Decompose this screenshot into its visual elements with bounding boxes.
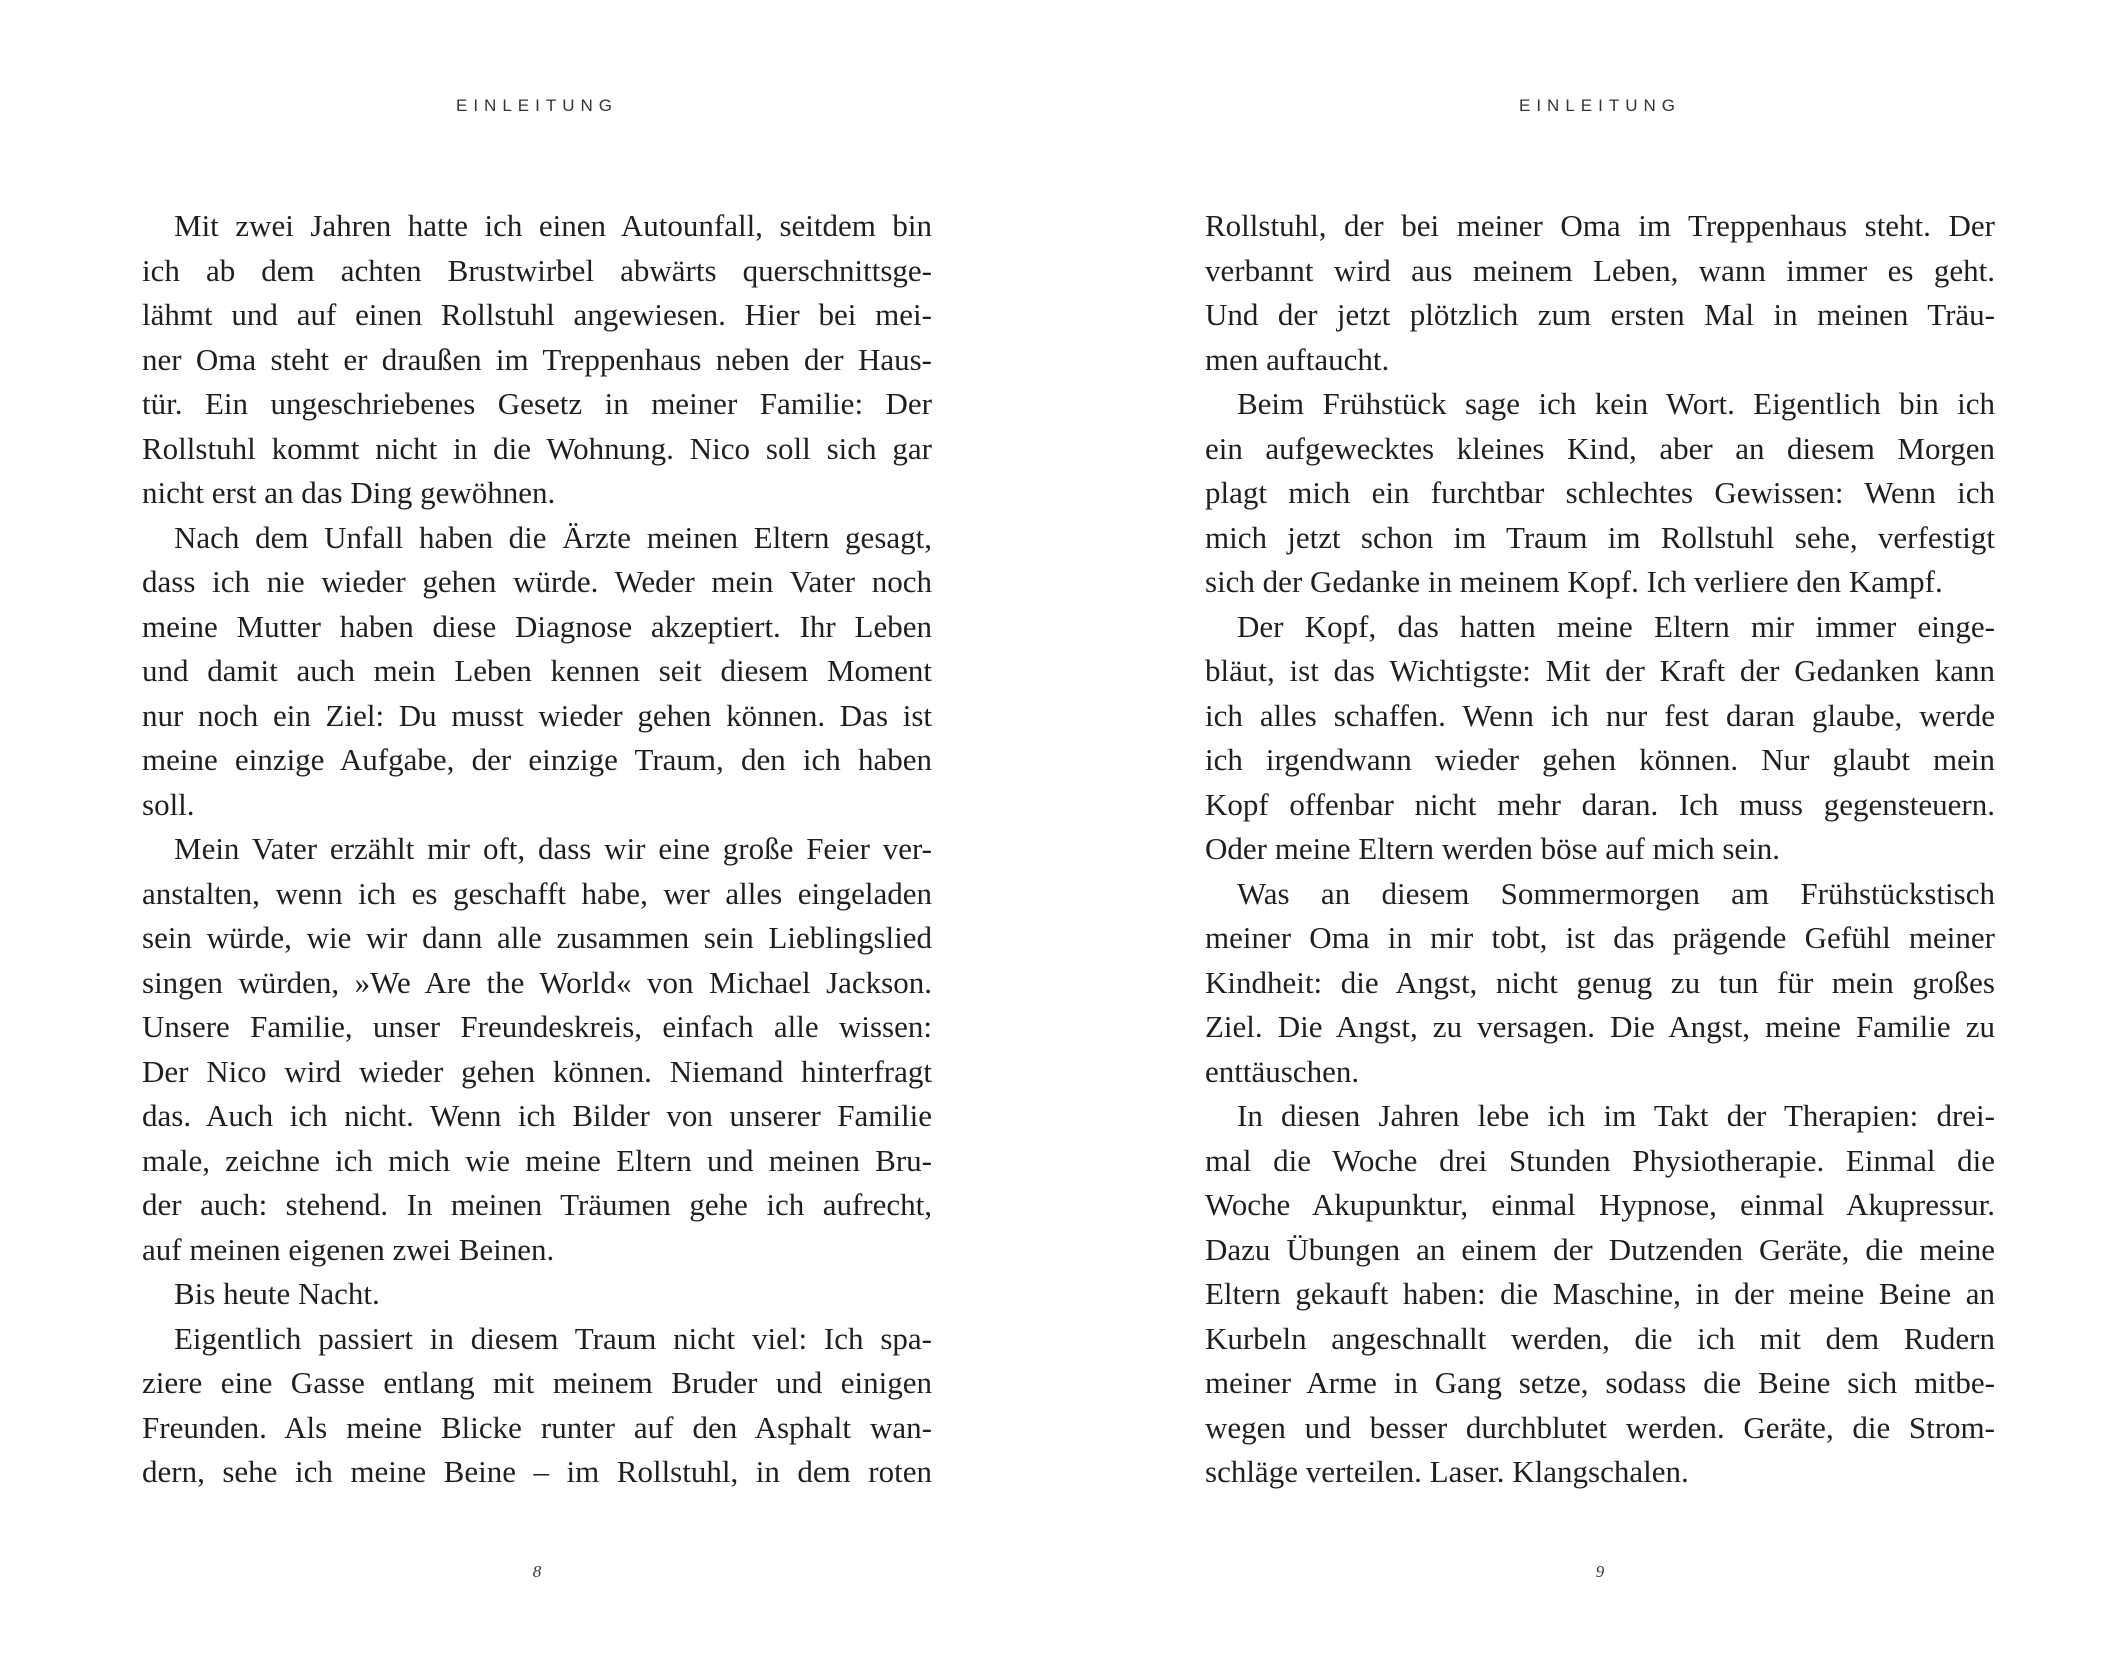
text-line: Unsere Familie, unser Freundeskreis, einfach alle wissen:	[142, 1009, 932, 1044]
paragraph	[142, 827, 932, 1272]
paragraph	[1205, 872, 1995, 1095]
paragraph	[1205, 382, 1995, 605]
left-page-body	[142, 204, 932, 1495]
left-page	[142, 0, 932, 1654]
text-line: mich jetzt schon im Traum im Rollstuhl sehe, verfestigt	[1205, 519, 1995, 555]
text-line: wegen und besser durchblutet werden. Geräte, die Strom-	[1205, 1409, 1995, 1445]
text-line: Ziel. Die Angst, zu versagen. Die Angst, meine Familie zu	[1205, 1009, 1995, 1044]
paragraph	[1205, 605, 1995, 872]
right-page-body	[1205, 204, 1995, 1495]
text-line: bläut, ist das Wichtigste: Mit der Kraft der Gedanken kann	[1205, 653, 1995, 688]
text-line: Rollstuhl kommt nicht in die Wohnung. Nico soll sich gar	[142, 430, 932, 466]
text-line: Der Kopf, das hatten meine Eltern mir immer einge-	[1237, 608, 1995, 644]
text-line: das. Auch ich nicht. Wenn ich Bilder von unserer Familie	[142, 1098, 932, 1133]
text-line: tür. Ein ungeschriebenes Gesetz in meiner Familie: Der	[142, 386, 932, 421]
paragraph	[142, 516, 932, 828]
text-line: dern, sehe ich meine Beine – im Rollstuhl, in dem roten	[142, 1454, 932, 1489]
text-line: ziere eine Gasse entlang mit meinem Bruder und einigen	[142, 1365, 932, 1400]
text-line: meiner Arme in Gang setze, sodass die Beine sich mitbe-	[1205, 1365, 1995, 1400]
text-line: Was an diesem Sommermorgen am Frühstückstisch	[1237, 875, 1995, 911]
paragraph	[142, 1272, 932, 1317]
text-line: nur noch ein Ziel: Du musst wieder gehen können. Das ist	[142, 697, 932, 733]
text-line: ner Oma steht er draußen im Treppenhaus neben der Haus-	[142, 341, 932, 377]
text-line: anstalten, wenn ich es geschafft habe, wer alles eingeladen	[142, 875, 932, 911]
text-line: und damit auch mein Leben kennen seit diesem Moment	[142, 653, 932, 688]
text-line: plagt mich ein furchtbar schlechtes Gewissen: Wenn ich	[1205, 475, 1995, 510]
page-number-right: 9	[1595, 1562, 1605, 1581]
text-line: ich ab dem achten Brustwirbel abwärts querschnittsge-	[142, 252, 932, 288]
text-line: Und der jetzt plötzlich zum ersten Mal in meinen Träu-	[1205, 297, 1995, 332]
text-line: Eltern gekauft haben: die Maschine, in der meine Beine an	[1205, 1276, 1995, 1311]
text-line: soll.	[142, 786, 195, 822]
text-line: Kindheit: die Angst, nicht genug zu tun für mein großes	[1205, 964, 1995, 1000]
right-page	[1205, 0, 1995, 1654]
text-line: der auch: stehend. In meinen Träumen gehe ich aufrecht,	[142, 1187, 932, 1222]
page-number-left: 8	[532, 1562, 542, 1581]
text-line: enttäuschen.	[1205, 1053, 1360, 1089]
text-line: sich der Gedanke in meinem Kopf. Ich verliere den Kampf.	[1205, 564, 1943, 599]
text-line: verbannt wird aus meinem Leben, wann immer es geht.	[1205, 252, 1995, 288]
text-line: ich alles schaffen. Wenn ich nur fest daran glaube, werde	[1205, 697, 1995, 733]
running-head-left: EINLEITUNG	[455, 96, 619, 115]
text-line: dass ich nie wieder gehen würde. Weder mein Vater noch	[142, 564, 932, 599]
paragraph	[1205, 1094, 1995, 1495]
text-line: Woche Akupunktur, einmal Hypnose, einmal Akupressur.	[1205, 1187, 1995, 1222]
text-line: Eigentlich passiert in diesem Traum nicht viel: Ich spa-	[174, 1320, 932, 1356]
text-line: auf meinen eigenen zwei Beinen.	[142, 1231, 555, 1267]
text-line: Bis heute Nacht.	[174, 1276, 380, 1311]
text-line: Der Nico wird wieder gehen können. Niemand hinterfragt	[142, 1053, 932, 1089]
text-line: schläge verteilen. Laser. Klangschalen.	[1205, 1454, 1689, 1489]
text-line: Rollstuhl, der bei meiner Oma im Treppenhaus steht. Der	[1205, 208, 1995, 243]
text-line: Mit zwei Jahren hatte ich einen Autounfall, seitdem bin	[174, 208, 932, 243]
text-line: Freunden. Als meine Blicke runter auf den Asphalt wan-	[142, 1409, 932, 1445]
text-line: Beim Frühstück sage ich kein Wort. Eigentlich bin ich	[1237, 386, 1995, 421]
text-line: meine einzige Aufgabe, der einzige Traum, den ich haben	[142, 742, 932, 777]
text-line: sein würde, wie wir dann alle zusammen sein Lieblingslied	[142, 920, 932, 955]
text-line: meiner Oma in mir tobt, ist das prägende Gefühl meiner	[1205, 920, 1995, 955]
text-line: Nach dem Unfall haben die Ärzte meinen Eltern gesagt,	[174, 519, 932, 555]
text-line: Oder meine Eltern werden böse auf mich sein.	[1205, 831, 1781, 866]
text-line: Kopf offenbar nicht mehr daran. Ich muss gegensteuern.	[1205, 786, 1995, 822]
text-line: mal die Woche drei Stunden Physiotherapie. Einmal die	[1205, 1142, 1995, 1178]
paragraph	[1205, 204, 1995, 382]
text-line: ein aufgewecktes kleines Kind, aber an diesem Morgen	[1205, 430, 1995, 466]
text-line: meine Mutter haben diese Diagnose akzeptiert. Ihr Leben	[142, 608, 932, 644]
text-line: ich irgendwann wieder gehen können. Nur glaubt mein	[1205, 742, 1995, 777]
text-line: men auftaucht.	[1205, 341, 1390, 377]
running-head-right: EINLEITUNG	[1518, 96, 1682, 115]
text-line: lähmt und auf einen Rollstuhl angewiesen. Hier bei mei-	[142, 297, 932, 332]
paragraph	[142, 1317, 932, 1495]
paragraph	[142, 204, 932, 516]
text-line: Mein Vater erzählt mir oft, dass wir eine große Feier ver-	[174, 831, 932, 866]
text-line: In diesen Jahren lebe ich im Takt der Therapien: drei-	[1237, 1098, 1995, 1133]
text-line: Dazu Übungen an einem der Dutzenden Geräte, die meine	[1205, 1231, 1995, 1267]
text-line: Kurbeln angeschnallt werden, die ich mit dem Rudern	[1205, 1320, 1995, 1356]
text-line: nicht erst an das Ding gewöhnen.	[142, 475, 556, 510]
text-line: singen würden, »We Are the World« von Michael Jackson.	[142, 964, 932, 1000]
text-line: male, zeichne ich mich wie meine Eltern und meinen Bru-	[142, 1142, 932, 1178]
